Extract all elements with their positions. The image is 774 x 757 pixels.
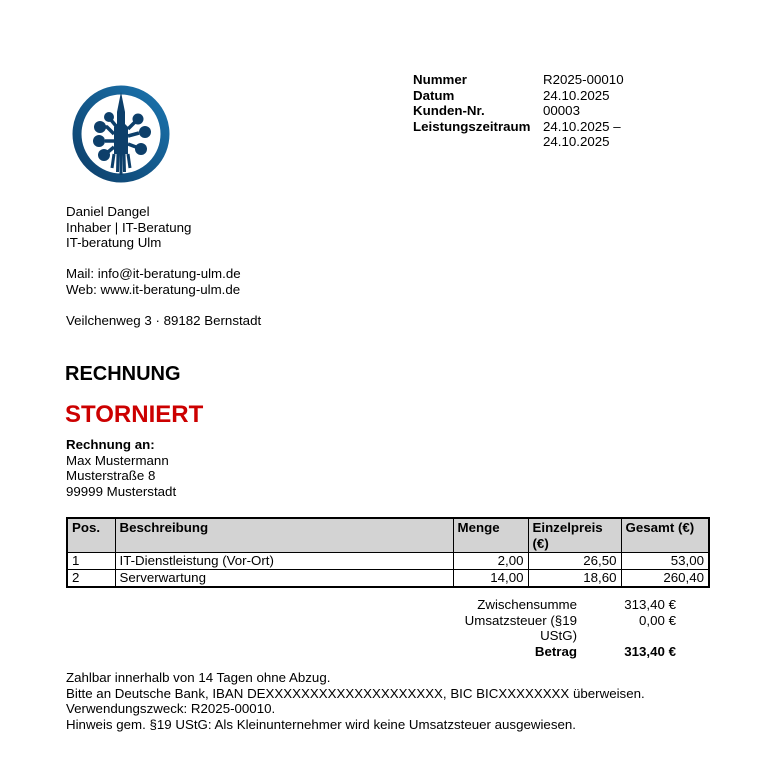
meta-label: Datum [413,87,455,103]
cell-unit-price: 26,50 [528,553,621,570]
bank-details-line: Bitte an Deutsche Bank, IBAN DEXXXXXXXXXXXXXXXXXXXX, BIC BICXXXXXXXX überweisen. [66,685,645,701]
table-row [67,553,709,570]
payment-reference-line: Verwendungszweck: R2025-00010. [66,701,276,716]
subtotal-label: Zwischensumme [477,597,577,612]
sender-web: Web: www.it-beratung-ulm.de [66,281,241,297]
cell-pos: 1 [67,553,115,570]
invoice-meta-block [413,72,655,150]
cell-pos: 2 [67,570,115,588]
storno-status-label: STORNIERT [65,401,204,428]
sender-company: IT-beratung Ulm [66,235,162,250]
payment-terms-line: Zahlbar innerhalb von 14 Tagen ohne Abzug. [66,670,331,685]
table-header-row [67,518,709,553]
line-items-table [66,517,710,588]
vat-label: Umsatzsteuer (§19 UStG) [464,612,577,643]
sender-address-block [66,204,261,328]
meta-label: Leistungszeitraum [413,118,531,134]
grand-total-value: 313,40 € [624,643,676,659]
document-title: RECHNUNG [65,363,181,385]
spacer-line [66,251,261,267]
totals-block [457,597,676,659]
cell-description: Serverwartung [115,570,453,588]
payment-terms-block [66,670,726,732]
subtotal-value: 313,40 € [624,597,676,612]
cell-description: IT-Dienstleistung (Vor-Ort) [115,553,453,570]
table-row [67,570,709,588]
col-header-total: Gesamt (€) [621,518,709,553]
grand-total-label: Betrag [534,643,577,659]
grand-total-row [457,644,676,660]
sender-mail: Mail: info@it-beratung-ulm.de [66,266,241,281]
meta-label: Kunden-Nr. [413,103,485,118]
cell-total: 53,00 [621,553,709,570]
billto-heading: Rechnung an: [66,437,155,452]
meta-value: R2025-00010 [543,72,624,87]
cell-quantity: 14,00 [453,570,528,588]
col-header-unit-price: Einzelpreis (€) [528,518,621,553]
billto-block [66,437,176,499]
meta-value: 24.10.2025 [543,87,610,103]
company-logo [71,82,171,186]
meta-label: Nummer [413,72,467,87]
sender-role: Inhaber | IT-Beratung [66,219,192,235]
cell-total: 260,40 [621,570,709,588]
billto-name: Max Mustermann [66,452,169,468]
cell-unit-price: 18,60 [528,570,621,588]
sender-street: Veilchenweg 3 · 89182 Bernstadt [66,312,262,328]
billto-city: 99999 Musterstadt [66,483,177,499]
vat-row [457,613,676,644]
cell-quantity: 2,00 [453,553,528,570]
col-header-quantity: Menge [453,518,528,553]
col-header-pos: Pos. [67,518,115,553]
ulm-minster-circuit-icon [71,82,171,186]
meta-value: 24.10.2025 – 24.10.2025 [543,118,621,149]
spacer-line [66,297,261,313]
col-header-description: Beschreibung [115,518,453,553]
small-business-notice-line: Hinweis gem. §19 UStG: Als Kleinunternehmer wird keine Umsatzsteuer ausgewiesen. [66,716,576,732]
sender-name: Daniel Dangel [66,204,150,219]
vat-value: 0,00 € [639,612,676,628]
subtotal-row [457,597,676,613]
meta-value: 00003 [543,103,580,118]
billto-street: Musterstraße 8 [66,468,156,483]
